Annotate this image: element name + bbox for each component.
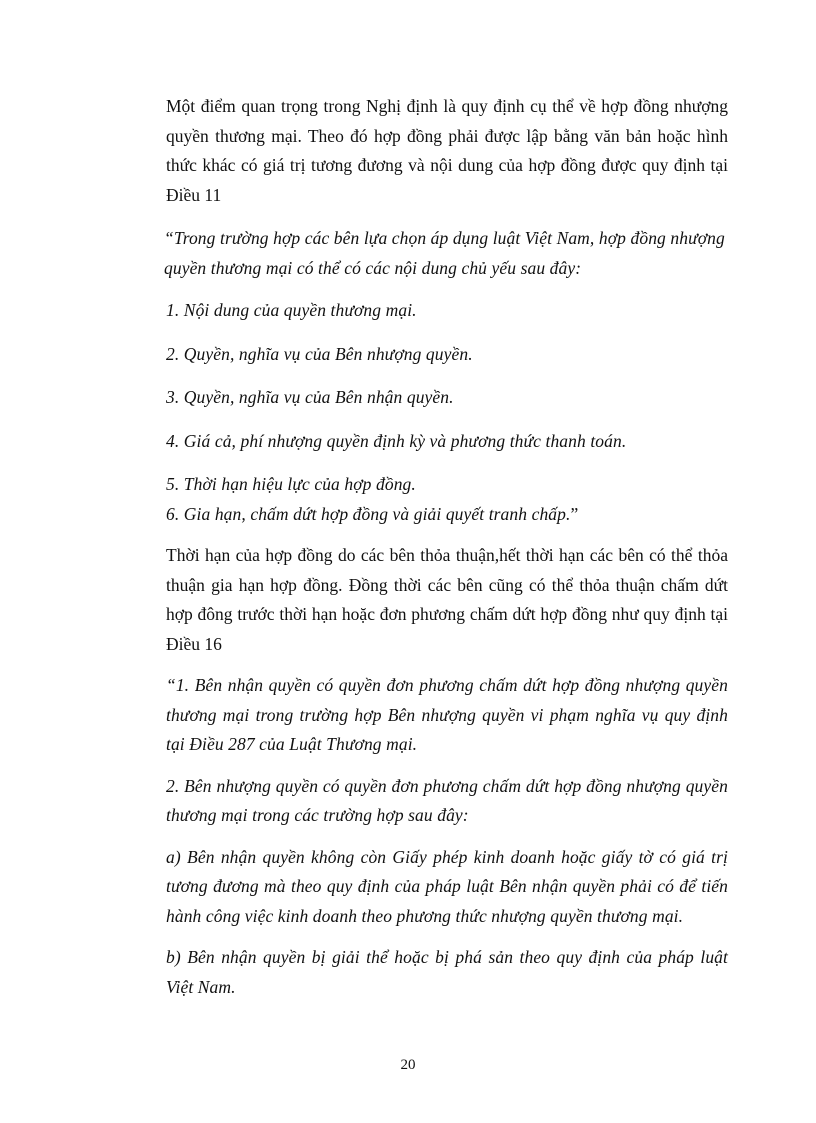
quote-item-4: 4. Giá cả, phí nhượng quyền định kỳ và phương thức thanh toán. [166, 430, 627, 451]
page-number: 20 [400, 1057, 416, 1073]
quote-2-item-1: “1. Bên nhận quyền có quyền đơn phương chấm dứt hợp đồng nhượng quyền thương mại trong trường hợp Bên nhượng quyền vi phạm nghĩa vụ quy định tại Điều 287 của Luật Thương mại. [166, 675, 728, 754]
quote-2-item-a: a) Bên nhận quyền không còn Giấy phép kinh doanh hoặc giấy tờ có giá trị tương đương mà theo quy định của pháp luật Bên nhận quyền phải có để tiến hành công việc kinh doanh theo phương thức nhượng quyền thương mại. [166, 846, 728, 926]
quote-close-mark: ” [570, 503, 579, 524]
quote-item-5: 5. Thời hạn hiệu lực của hợp đồng. [166, 474, 416, 494]
quote-item-6 [166, 500, 728, 530]
quote-intro: “Trong trường hợp các bên lựa chọn áp dụng luật Việt Nam, hợp đồng nhượng quyền thương mại có thể có các nội dung chủ yếu sau đây: [164, 228, 725, 278]
intro-paragraph: Một điểm quan trọng trong Nghị định là quy định cụ thể về hợp đồng nhượng quyền thương mại. Theo đó hợp đồng phải được lập bằng văn bản hoặc hình thức khác có giá trị tương đương và nội dung của hợp đồng được quy định tại Điều 11 [166, 96, 728, 205]
quote-item-1: 1. Nội dung của quyền thương mại. [166, 300, 417, 320]
document-page [166, 92, 728, 1014]
quote-2-item-2: 2. Bên nhượng quyền có quyền đơn phương chấm dứt hợp đồng nhượng quyền thương mại trong các trường hợp sau đây: [166, 775, 728, 825]
quote-2-item-b: b) Bên nhận quyền bị giải thể hoặc bị phá sản theo quy định của pháp luật Việt Nam. [166, 947, 728, 997]
quote-item-3: 3. Quyền, nghĩa vụ của Bên nhận quyền. [166, 387, 454, 407]
quote-item-2: 2. Quyền, nghĩa vụ của Bên nhượng quyền. [166, 343, 473, 364]
quote-item-6-text: 6. Gia hạn, chấm dứt hợp đồng và giải quyết tranh chấp. [166, 503, 571, 524]
term-paragraph: Thời hạn của hợp đồng do các bên thỏa thuận,hết thời hạn các bên có thể thỏa thuận gia hạn hợp đồng. Đồng thời các bên cũng có thể thỏa thuận chấm dứt hợp đông trước thời hạn hoặc đơn phương chấm dứt hợp đồng như quy định tại Điều 16 [166, 545, 728, 654]
